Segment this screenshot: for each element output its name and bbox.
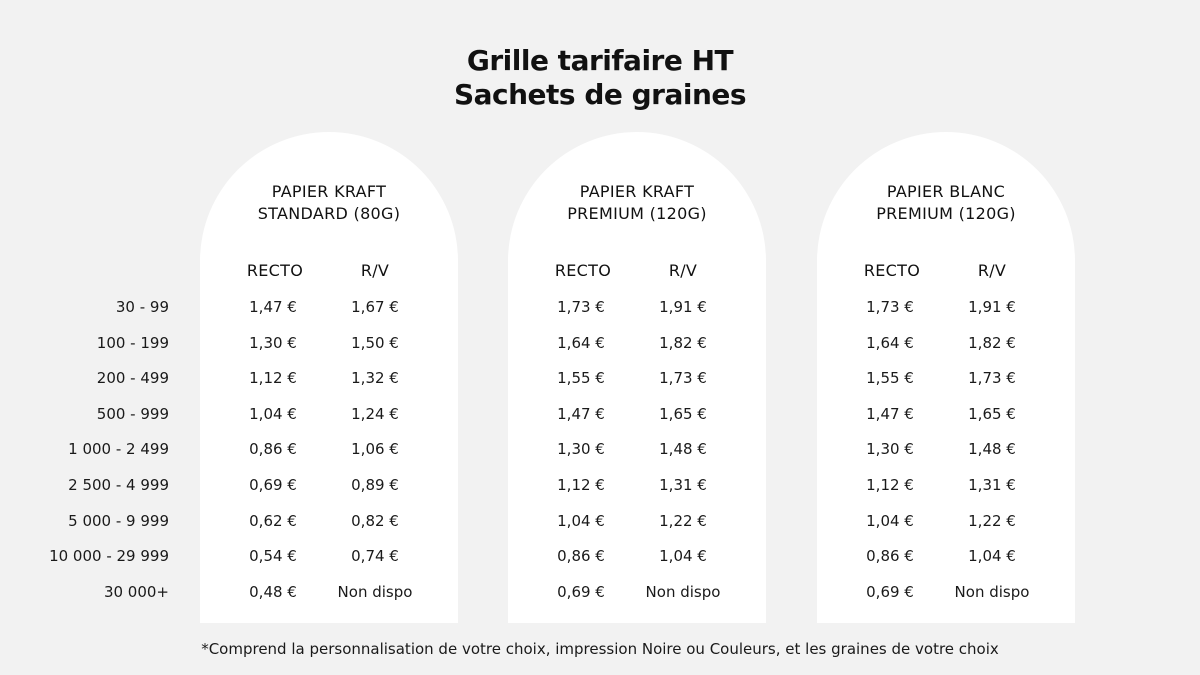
price-cell-rv: 1,73 € (659, 369, 707, 388)
price-cell-rv: 1,32 € (351, 369, 399, 388)
price-cell-recto: 1,30 € (249, 333, 297, 352)
price-cell-recto: 1,47 € (557, 404, 605, 423)
price-cell-recto: 1,47 € (249, 298, 297, 316)
price-cell-recto: 1,55 € (866, 369, 914, 388)
quantity-range-label: 10 000 - 29 999 (49, 547, 169, 566)
price-cell-recto: 1,55 € (557, 369, 605, 388)
quantity-range-label: 1 000 - 2 499 (68, 440, 169, 459)
price-cell-rv: Non dispo (954, 582, 1030, 601)
price-cell-recto: 1,12 € (557, 476, 605, 494)
price-cell-recto: 1,04 € (249, 404, 297, 423)
column-header-recto: RECTO (554, 261, 612, 280)
price-card (817, 132, 1075, 623)
card-title-line-2: PREMIUM (120G) (876, 204, 1016, 223)
price-cell-rv: 1,31 € (659, 476, 707, 494)
page-title (0, 44, 1200, 112)
column-header-rv: R/V (668, 261, 698, 280)
card-title-line-2: PREMIUM (120G) (567, 204, 707, 223)
price-cell-recto: 0,86 € (249, 440, 297, 459)
price-cell-recto: 1,73 € (557, 298, 605, 316)
quantity-range-label: 100 - 199 (96, 333, 169, 352)
title-line-2: Sachets de graines (453, 78, 747, 111)
price-cell-rv: 1,65 € (968, 404, 1016, 423)
card-title (200, 181, 458, 225)
price-cell-rv: Non dispo (337, 582, 413, 601)
price-cell-recto: 0,62 € (249, 511, 297, 530)
price-cell-recto: 1,64 € (866, 333, 914, 352)
quantity-range-label: 2 500 - 4 999 (68, 476, 169, 494)
price-card (200, 132, 458, 623)
price-cell-recto: 0,54 € (249, 547, 297, 566)
price-cell-recto: 1,12 € (866, 476, 914, 494)
card-title-line-2: STANDARD (80G) (257, 204, 401, 223)
footnote: *Comprend la personnalisation de votre choix, impression Noire ou Couleurs, et les graines de votre choix (201, 640, 999, 658)
price-cell-rv: 1,50 € (351, 333, 399, 352)
price-cell-recto: 1,30 € (866, 440, 914, 459)
quantity-range-label: 500 - 999 (96, 404, 169, 423)
column-header-recto: RECTO (863, 261, 921, 280)
price-cell-rv: Non dispo (645, 582, 721, 601)
price-cell-rv: 1,48 € (659, 440, 707, 459)
column-header-rv: R/V (977, 261, 1007, 280)
price-cell-recto: 1,47 € (866, 404, 914, 423)
column-header-rv: R/V (360, 261, 390, 280)
price-cell-recto: 0,48 € (249, 582, 297, 601)
price-card (508, 132, 766, 623)
price-cell-rv: 0,74 € (351, 547, 399, 566)
card-title-line-1: PAPIER KRAFT (271, 182, 387, 201)
price-cell-recto: 1,12 € (249, 369, 297, 388)
price-cell-rv: 1,82 € (659, 333, 707, 352)
price-cell-rv: 1,73 € (968, 369, 1016, 388)
price-cell-rv: 0,89 € (351, 476, 399, 494)
price-cell-recto: 0,69 € (866, 582, 914, 601)
price-cell-recto: 1,30 € (557, 440, 605, 459)
price-cell-rv: 1,22 € (968, 511, 1016, 530)
price-cell-rv: 1,48 € (968, 440, 1016, 459)
price-cell-recto: 0,69 € (557, 582, 605, 601)
quantity-range-label: 5 000 - 9 999 (68, 511, 169, 530)
quantity-range-label: 30 - 99 (115, 298, 169, 316)
price-cell-recto: 1,73 € (866, 298, 914, 316)
price-cell-rv: 1,31 € (968, 476, 1016, 494)
price-cell-rv: 1,22 € (659, 511, 707, 530)
quantity-range-label: 30 000+ (103, 582, 169, 601)
price-cell-rv: 1,65 € (659, 404, 707, 423)
price-cell-recto: 1,04 € (557, 511, 605, 530)
price-cell-rv: 1,82 € (968, 333, 1016, 352)
card-title-line-1: PAPIER KRAFT (579, 182, 695, 201)
price-cell-recto: 1,64 € (557, 333, 605, 352)
card-title (817, 181, 1075, 225)
card-title-line-1: PAPIER BLANC (886, 182, 1006, 201)
price-cell-rv: 1,04 € (659, 547, 707, 566)
price-cell-recto: 1,04 € (866, 511, 914, 530)
price-cell-rv: 1,91 € (659, 298, 707, 316)
price-cell-rv: 1,67 € (351, 298, 399, 316)
column-header-recto: RECTO (246, 261, 304, 280)
price-cell-recto: 0,86 € (866, 547, 914, 566)
card-title (508, 181, 766, 225)
price-cell-recto: 0,86 € (557, 547, 605, 566)
price-cell-rv: 1,06 € (351, 440, 399, 459)
price-cell-recto: 0,69 € (249, 476, 297, 494)
price-cell-rv: 1,04 € (968, 547, 1016, 566)
title-line-1: Grille tarifaire HT (466, 44, 734, 77)
price-cell-rv: 0,82 € (351, 511, 399, 530)
quantity-range-label: 200 - 499 (96, 369, 169, 388)
price-cell-rv: 1,91 € (968, 298, 1016, 316)
price-cell-rv: 1,24 € (351, 404, 399, 423)
